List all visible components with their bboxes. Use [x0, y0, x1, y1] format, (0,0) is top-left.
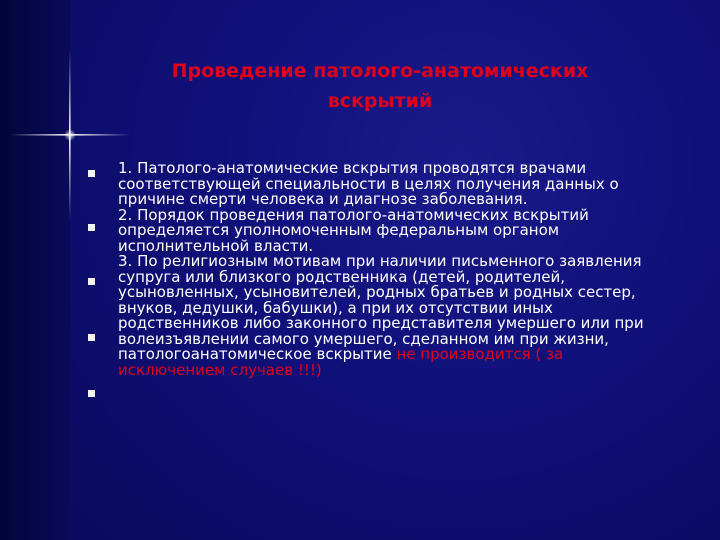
bullet-square-icon — [88, 170, 95, 177]
highlighted-text: исключением случаев !!!) — [118, 360, 322, 379]
body-text — [118, 161, 678, 378]
slide-title-line-1: Проведение патолого-анатомических — [171, 60, 589, 82]
slide-title — [100, 56, 660, 116]
text-fragment: патологоанатомическое вскрытие — [118, 345, 397, 363]
text-line: супруга или близкого родственника (детей, родителей, — [118, 267, 565, 286]
text-line: внуков, дедушки, бабушки), а при их отсутствии иных — [118, 298, 553, 317]
bullet-square-icon — [88, 390, 95, 397]
text-line: родственников либо законного представителя умершего или при — [118, 314, 644, 332]
text-line: 3. По религиозным мотивам при наличии письменного заявления — [118, 252, 642, 270]
slide-title-line-2: вскрытий — [327, 90, 433, 112]
text-line: усыновленных, усыновителей, родных братьев и родных сестер, — [118, 283, 636, 301]
text-line: исполнительной власти. — [118, 236, 314, 255]
text-line: определяется уполномоченным федеральным органом — [118, 221, 560, 239]
text-line: волеизъявлении самого умершего, сделанном им при жизни, — [118, 329, 609, 348]
text-line: 2. Порядок проведения патолого-анатомических вскрытий — [118, 205, 589, 224]
bullet-square-icon — [88, 224, 95, 231]
left-band — [0, 0, 70, 540]
text-line: причине смерти человека и диагнозе заболевания. — [118, 190, 528, 208]
bullet-square-icon — [88, 334, 95, 341]
text-line: соответствующей специальности в целях получения данных о — [118, 174, 619, 193]
bullet-square-icon — [88, 278, 95, 285]
text-line: 1. Патолого-анатомические вскрытия проводятся врачами — [118, 159, 587, 177]
highlighted-text: не производится ( за — [396, 345, 564, 363]
